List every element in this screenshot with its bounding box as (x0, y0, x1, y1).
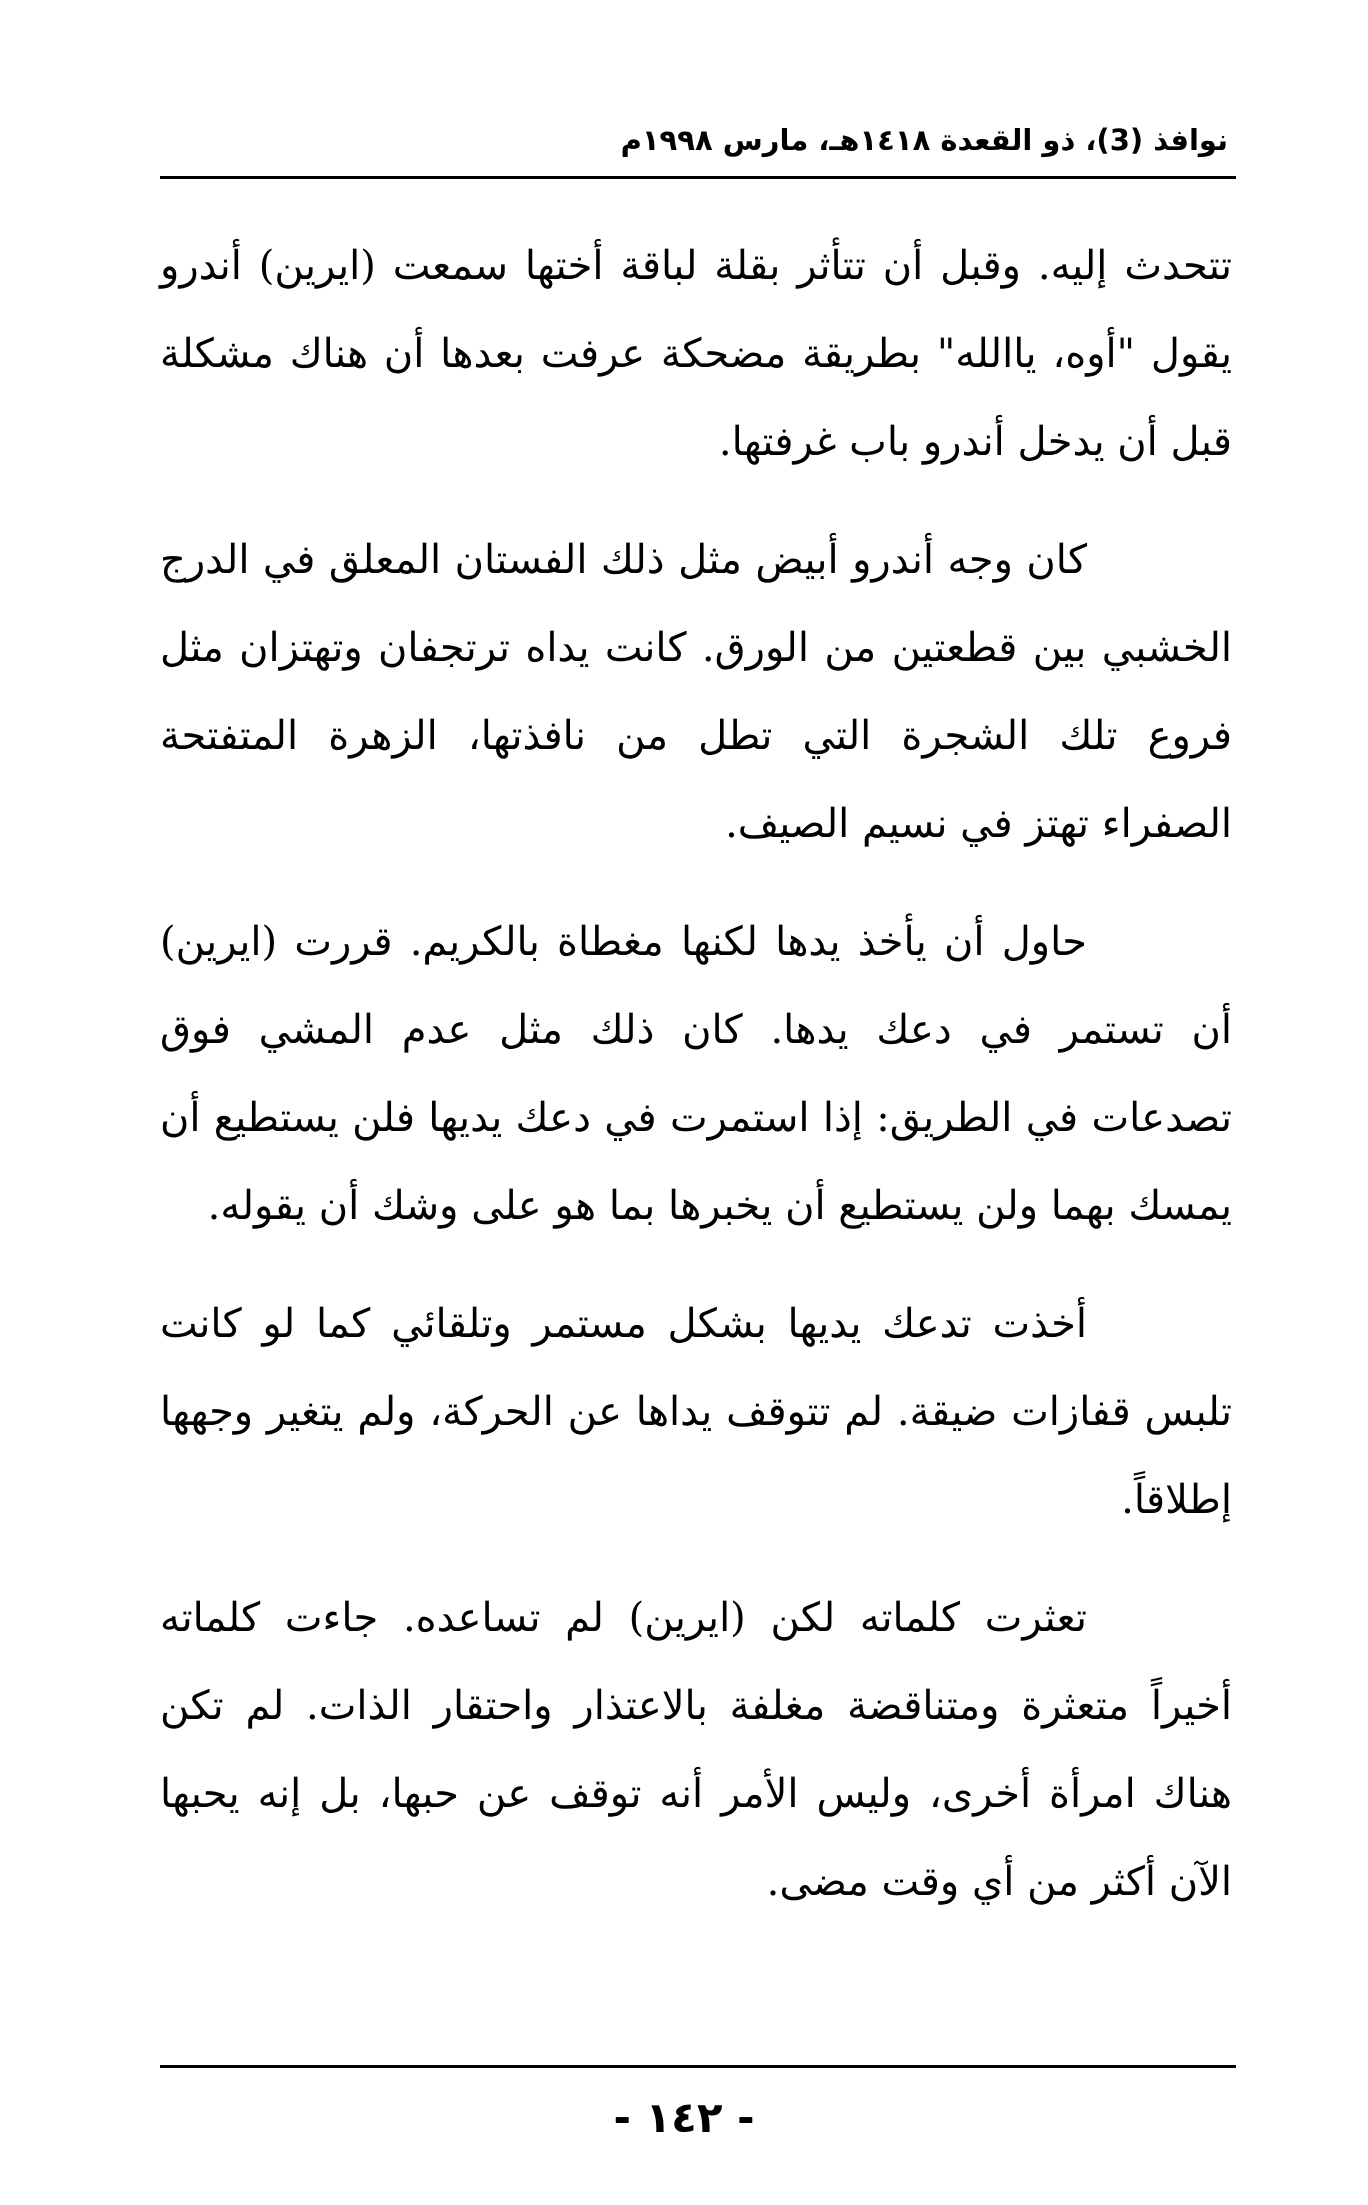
header-divider (160, 176, 1236, 179)
paragraph-1: تتحدث إليه. وقبل أن تتأثر بقلة لباقة أختها سمعت (ايرين) أندرو يقول "أوه، ياالله" بطريقة مضحكة عرفت بعدها أن هناك مشكلة قبل أن يدخل أندرو باب غرفتها. (160, 243, 1232, 465)
page-number: - ١٤٢ - (613, 2093, 755, 2142)
body-text (160, 222, 1232, 1926)
paragraph-5: تعثرت كلماته لكن (ايرين) لم تساعده. جاءت كلماته أخيراً متعثرة ومتناقضة مغلفة بالاعتذار واحتقار الذات. لم تكن هناك امرأة أخرى، وليس الأمر أنه توقف عن حبها، بل إنه يحبها الآن أكثر من أي وقت مضى. (160, 1595, 1232, 1905)
paragraph-2: كان وجه أندرو أبيض مثل ذلك الفستان المعلق في الدرج الخشبي بين قطعتين من الورق. كانت يداه ترتجفان وتهتزان مثل فروع تلك الشجرة التي تطل من نافذتها، الزهرة المتفتحة الصفراء تهتز في نسيم الصيف. (160, 537, 1232, 847)
running-header: نوافذ (3)، ذو القعدة ١٤١٨هـ، مارس ١٩٩٨م (620, 123, 1228, 157)
paragraph-3: حاول أن يأخذ يدها لكنها مغطاة بالكريم. قررت (ايرين) أن تستمر في دعك يدها. كان ذلك مثل عدم المشي فوق تصدعات في الطريق: إذا استمرت في دعك يديها فلن يستطيع أن يمسك بهما ولن يستطيع أن يخبرها بما هو على وشك أن يقوله. (160, 919, 1232, 1229)
footer-divider (160, 2065, 1236, 2068)
paragraph-4: أخذت تدعك يديها بشكل مستمر وتلقائي كما لو كانت تلبس قفازات ضيقة. لم تتوقف يداها عن الحركة، ولم يتغير وجهها إطلاقاً. (160, 1301, 1232, 1523)
